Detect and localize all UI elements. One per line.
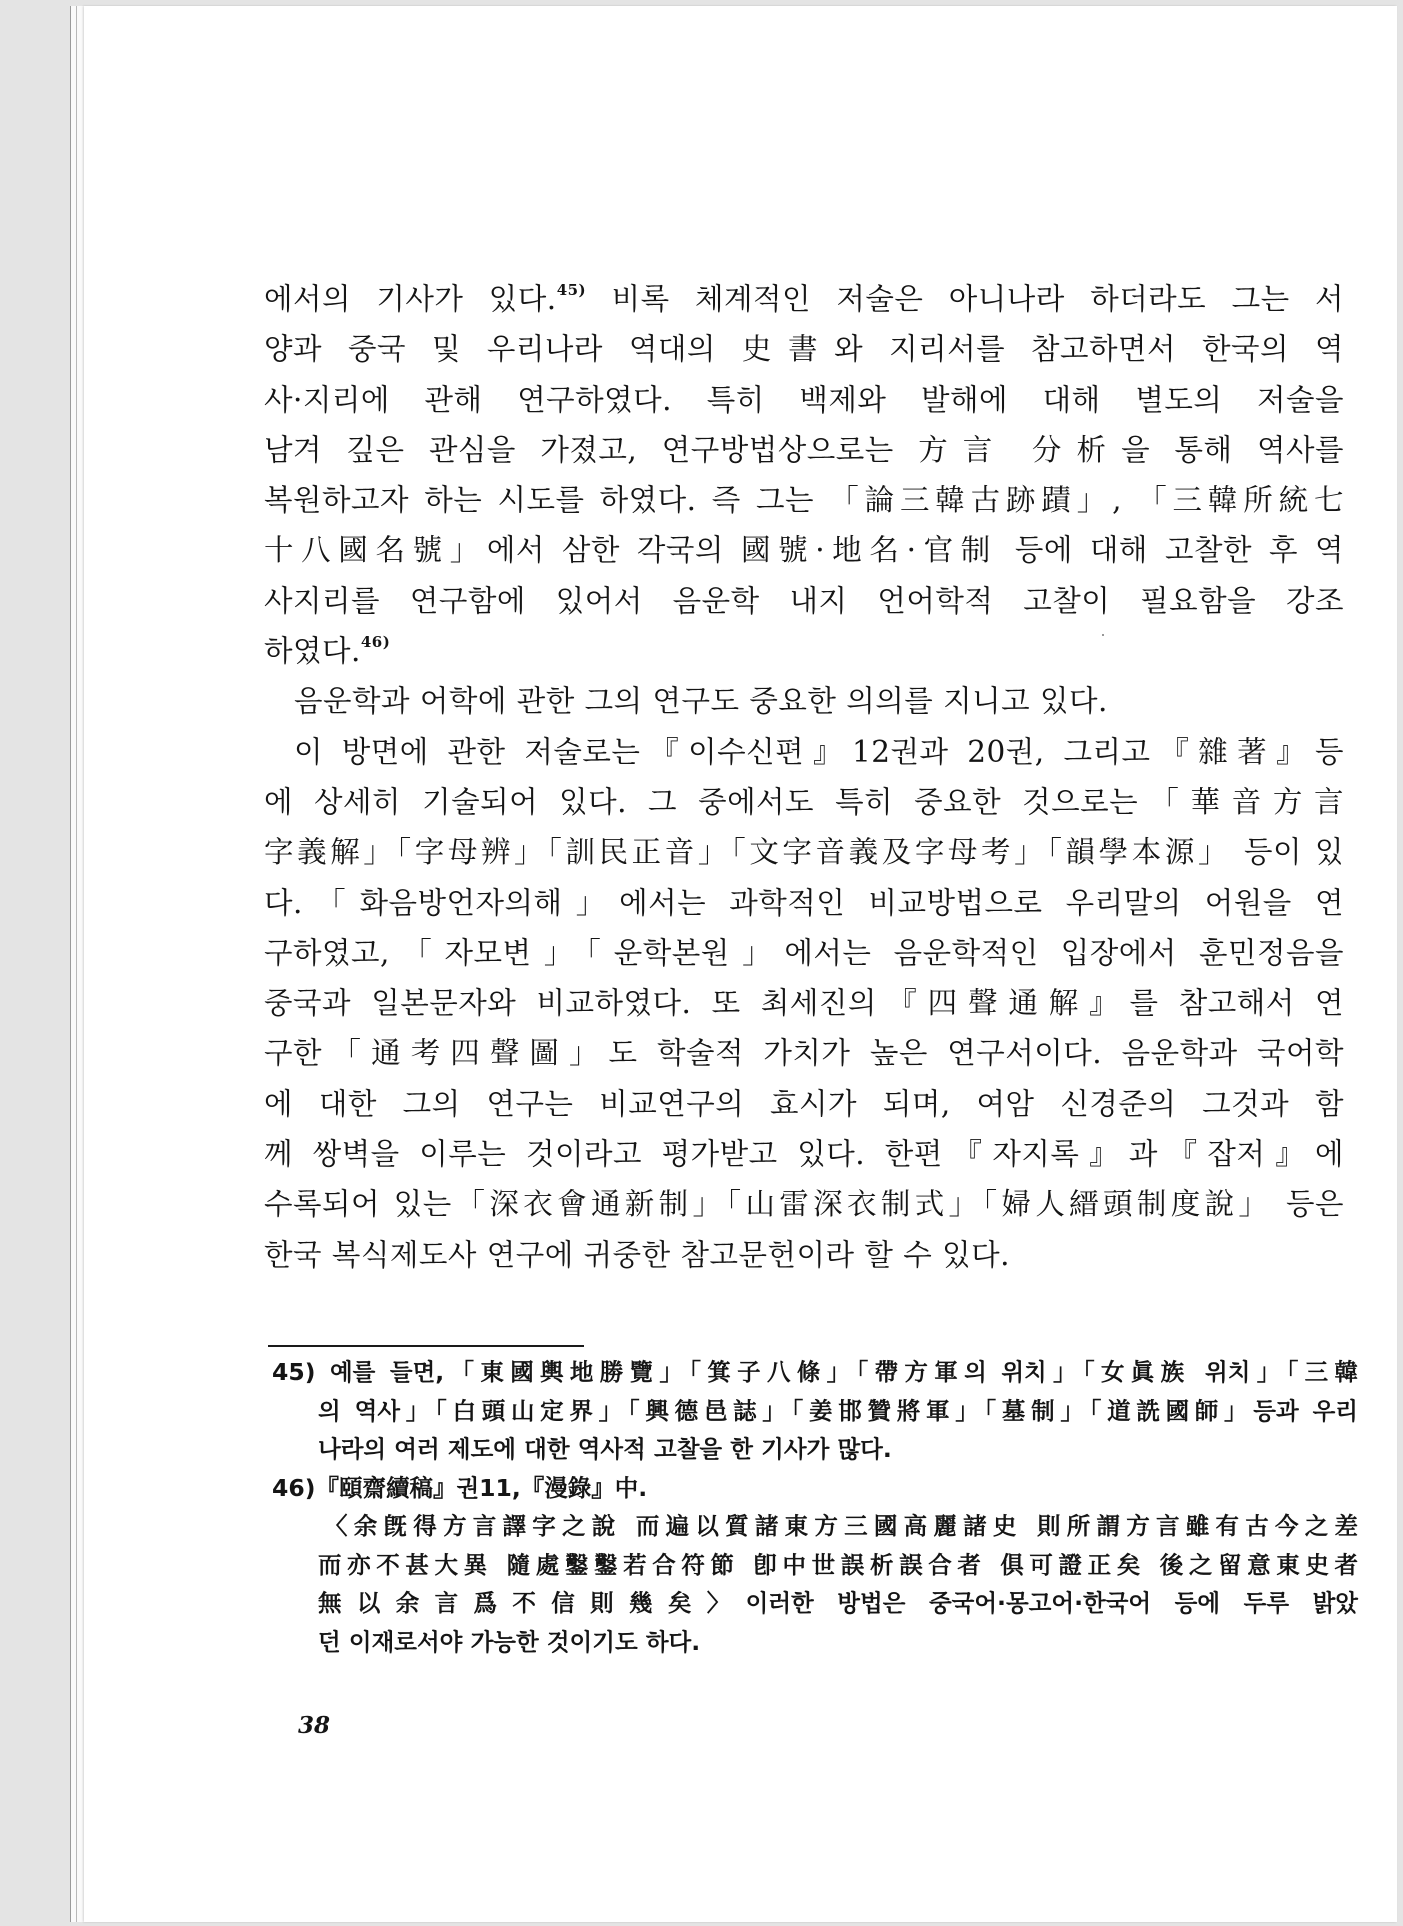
footnote-45-line: 나라의 여러 제도에 대한 역사적 고찰을 한 기사가 많다. [318, 1435, 892, 1463]
body-line: 하였다.$^{46)}$ [264, 633, 391, 669]
body-text [264, 274, 1344, 1280]
page-number: 38 [298, 1712, 331, 1739]
footnotes [272, 1353, 1358, 1661]
body-line: 복원하고자 하는 시도를 하였다. 즉 그는 「論三韓古跡蹟」, 「三韓所統七 [264, 483, 1344, 518]
footnote-45-line: 45) 예를 들면,「東國輿地勝覽」「箕子八條」「帶方軍의 위치」「女眞族 위치」「三韓 [272, 1358, 1358, 1386]
footnote-divider [268, 1345, 584, 1347]
footnote-46-quote-line: 無以余言爲不信則幾矣〉이러한 방법은 중국어·몽고어·한국어 등에 두루 밝았 [318, 1589, 1358, 1617]
body-line: 다.「화음방언자의해」에서는 과학적인 비교방법으로 우리말의 어원을 연 [264, 885, 1344, 920]
body-line: 남겨 깊은 관심을 가졌고, 연구방법상으로는 方言 分析을 통해 역사를 [264, 432, 1344, 467]
footnote-46-quote-line: 〈余旣得方言譯字之說 而遍以質諸東方三國高麗諸史 則所謂方言雖有古今之差 [324, 1512, 1358, 1540]
document-page [84, 6, 1397, 1922]
print-speck [1102, 634, 1104, 636]
body-line: 께 쌍벽을 이루는 것이라고 평가받고 있다. 한편『자지록』과『잡저』에 [264, 1137, 1344, 1172]
footnote-ref-46[interactable]: 46) [360, 633, 391, 652]
body-line: 한국 복식제도사 연구에 귀중한 참고문헌이라 할 수 있다. [264, 1237, 1010, 1272]
body-line: 에 대한 그의 연구는 비교연구의 효시가 되며, 여암 신경준의 그것과 함 [264, 1086, 1344, 1121]
footnote-ref-45[interactable]: 45) [556, 281, 587, 299]
body-line: 구하였고,「자모변」「운학본원」에서는 음운학적인 입장에서 훈민정음을 [264, 935, 1344, 970]
body-line: 중국과 일본문자와 비교하였다. 또 최세진의『四聲通解』를 참고해서 연 [264, 986, 1344, 1021]
footnote-46-line: 46)『頤齋續稿』권11,『漫錄』中. [272, 1473, 648, 1502]
body-line: 에서의 기사가 있다.$^{45)}$ 비록 체계적인 저술은 아니나라 하더라도 그는 서 [264, 281, 1344, 316]
footnote-45-line: 의 역사」「白頭山定界」「興德邑誌」「姜邯贊將軍」「墓制」「道詵國師」등과 우리 [318, 1396, 1358, 1425]
body-line: 구한「通考四聲圖」도 학술적 가치가 높은 연구서이다. 음운학과 국어학 [264, 1036, 1344, 1071]
footnote-46-quote-line: 而亦不甚大異 隨處鑿鑿若合符節 卽中世誤析誤合者 俱可證正矣 後之留意東史者 [318, 1550, 1358, 1579]
body-line: 十八國名號」에서 삼한 각국의 國號·地名·官制 등에 대해 고찰한 후 역 [264, 533, 1344, 568]
footnote-46-quote-line: 던 이재로서야 가능한 것이기도 하다. [318, 1627, 701, 1656]
body-line: 에 상세히 기술되어 있다. 그 중에서도 특히 중요한 것으로는「華音方言 [264, 784, 1344, 819]
body-line: 사지리를 연구함에 있어서 음운학 내지 언어학적 고찰이 필요함을 강조 [264, 583, 1344, 618]
body-line: 수록되어 있는「深衣會通新制」「山雷深衣制式」「婦人縉頭制度說」 등은 [264, 1187, 1344, 1222]
body-line: 字義解」「字母辨」「訓民正音」「文字音義及字母考」「韻學本源」 등이 있 [264, 835, 1344, 870]
body-line: 음운학과 어학에 관한 그의 연구도 중요한 의의를 지니고 있다. [294, 684, 1108, 719]
body-line: 이 방면에 관한 저술로는『이수신편』12권과 20권, 그리고『雜著』등 [294, 734, 1344, 769]
body-line: 사·지리에 관해 연구하였다. 특히 백제와 발해에 대해 별도의 저술을 [264, 382, 1344, 417]
body-line: 양과 중국 및 우리나라 역대의 史書와 지리서를 참고하면서 한국의 역 [264, 332, 1344, 367]
